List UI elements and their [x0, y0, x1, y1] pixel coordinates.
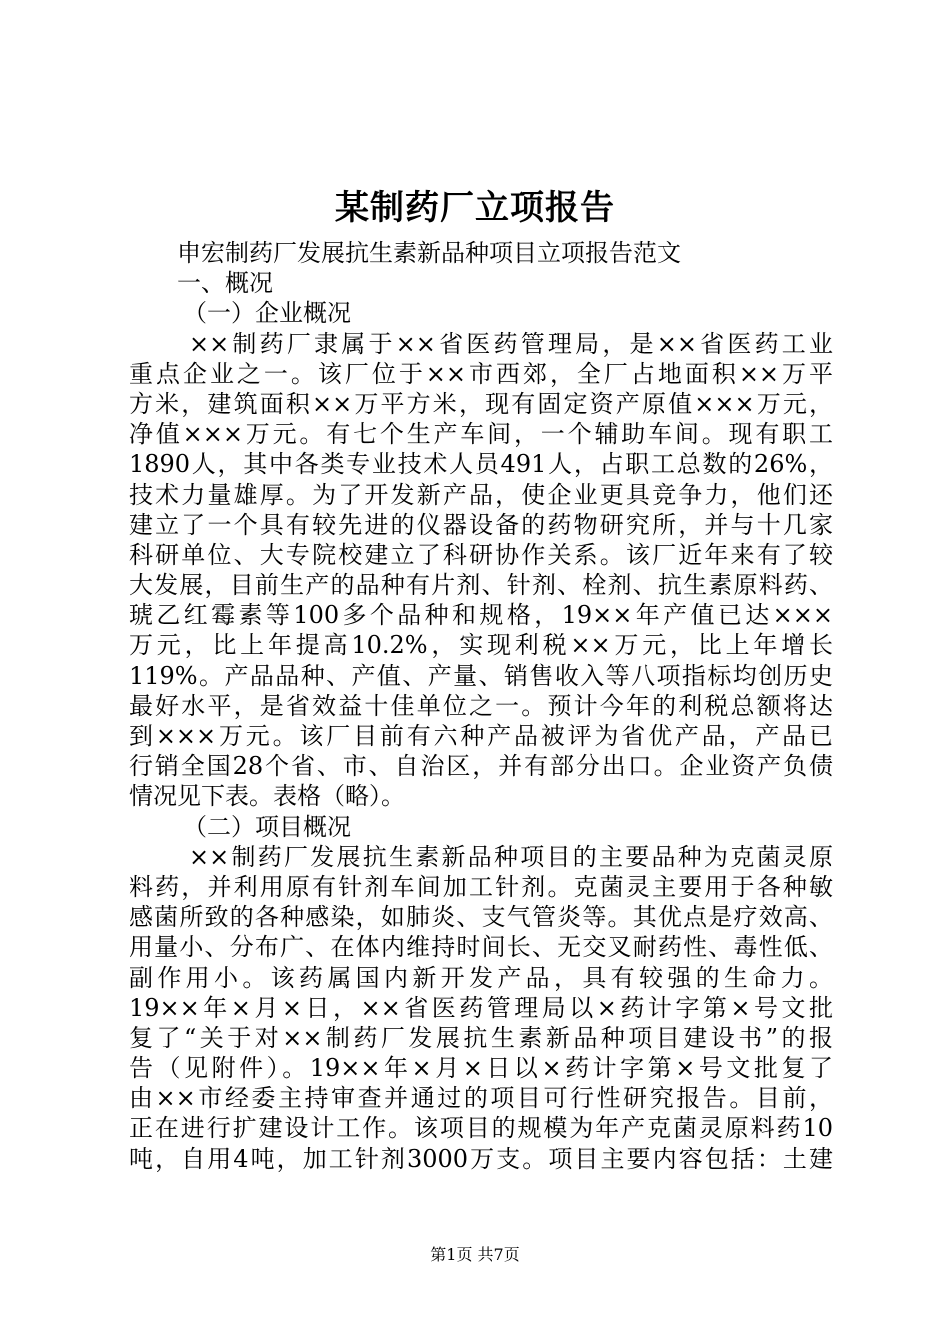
paragraph-line: 最好水平，是省效益十佳单位之一。预计今年的利税总额将达: [129, 691, 833, 720]
paragraph-line: 1890人，其中各类专业技术人员491人，占职工总数的26%，: [129, 450, 833, 479]
paragraph-line: 大发展，目前生产的品种有片剂、针剂、栓剂、抗生素原料药、: [129, 571, 833, 600]
paragraph-line: 重点企业之一。该厂位于××市西郊，全厂占地面积××万平: [129, 359, 833, 388]
paragraph-line: 方米，建筑面积××万平方米，现有固定资产原值×××万元，: [129, 389, 833, 418]
page-number-footer: 第1页 共7页: [430, 1245, 520, 1264]
paragraph-line: 由××市经委主持审查并通过的项目可行性研究报告。目前，: [129, 1084, 833, 1113]
paragraph-line: 副作用小。该药属国内新开发产品，具有较强的生命力。: [129, 963, 833, 992]
document-body: [129, 238, 833, 1174]
paragraph-line: 建立了一个具有较先进的仪器设备的药物研究所，并与十几家: [129, 510, 833, 539]
section-heading: 一、概况: [177, 269, 273, 298]
paragraph-line: 技术力量雄厚。为了开发新产品，使企业更具竞争力，他们还: [129, 480, 833, 509]
subtitle-line: 申宏制药厂发展抗生素新品种项目立项报告范文: [177, 239, 681, 267]
paragraph-line: 情况见下表。表格（略）。: [129, 782, 405, 811]
document-title: 某制药厂立项报告: [335, 188, 615, 228]
paragraph-line: 正在进行扩建设计工作。该项目的规模为年产克菌灵原料药10: [129, 1114, 833, 1143]
paragraph-line: ××制药厂隶属于××省医药管理局，是××省医药工业: [189, 329, 833, 358]
paragraph-line: 用量小、分布广、在体内维持时间长、无交叉耐药性、毒性低、: [129, 933, 833, 962]
subsection-heading: （一）企业概况: [183, 299, 351, 328]
paragraph-line: 净值×××万元。有七个生产车间，一个辅助车间。现有职工: [129, 420, 833, 449]
paragraph-line: 行销全国28个省、市、自治区，并有部分出口。企业资产负债: [129, 752, 833, 781]
paragraph-line: 19××年×月×日，××省医药管理局以×药计字第×号文批: [129, 993, 833, 1022]
paragraph-line: 万元，比上年提高10.2%，实现利税××万元，比上年增长: [129, 631, 833, 660]
paragraph-line: 料药，并利用原有针剂车间加工针剂。克菌灵主要用于各种敏: [129, 872, 833, 901]
paragraph-line: 吨，自用4吨，加工针剂3000万支。项目主要内容包括：土建: [129, 1144, 833, 1173]
paragraph-line: 到×××万元。该厂目前有六种产品被评为省优产品，产品已: [129, 722, 833, 750]
paragraph-line: 感菌所致的各种感染，如肺炎、支气管炎等。其优点是疗效高、: [129, 903, 833, 932]
paragraph-line: 复了“关于对××制药厂发展抗生素新品种项目建设书”的报: [129, 1023, 833, 1052]
paragraph-line: 琥乙红霉素等100多个品种和规格，19××年产值已达×××: [129, 601, 833, 630]
paragraph-line: 科研单位、大专院校建立了科研协作关系。该厂近年来有了较: [129, 540, 833, 569]
paragraph-line: 告（见附件）。19××年×月×日以×药计字第×号文批复了: [129, 1054, 833, 1083]
paragraph-line: 119%。产品品种、产值、产量、销售收入等八项指标均创历史: [129, 661, 833, 690]
paragraph-line: ××制药厂发展抗生素新品种项目的主要品种为克菌灵原: [189, 842, 833, 871]
subsection-heading: （二）项目概况: [183, 812, 351, 841]
